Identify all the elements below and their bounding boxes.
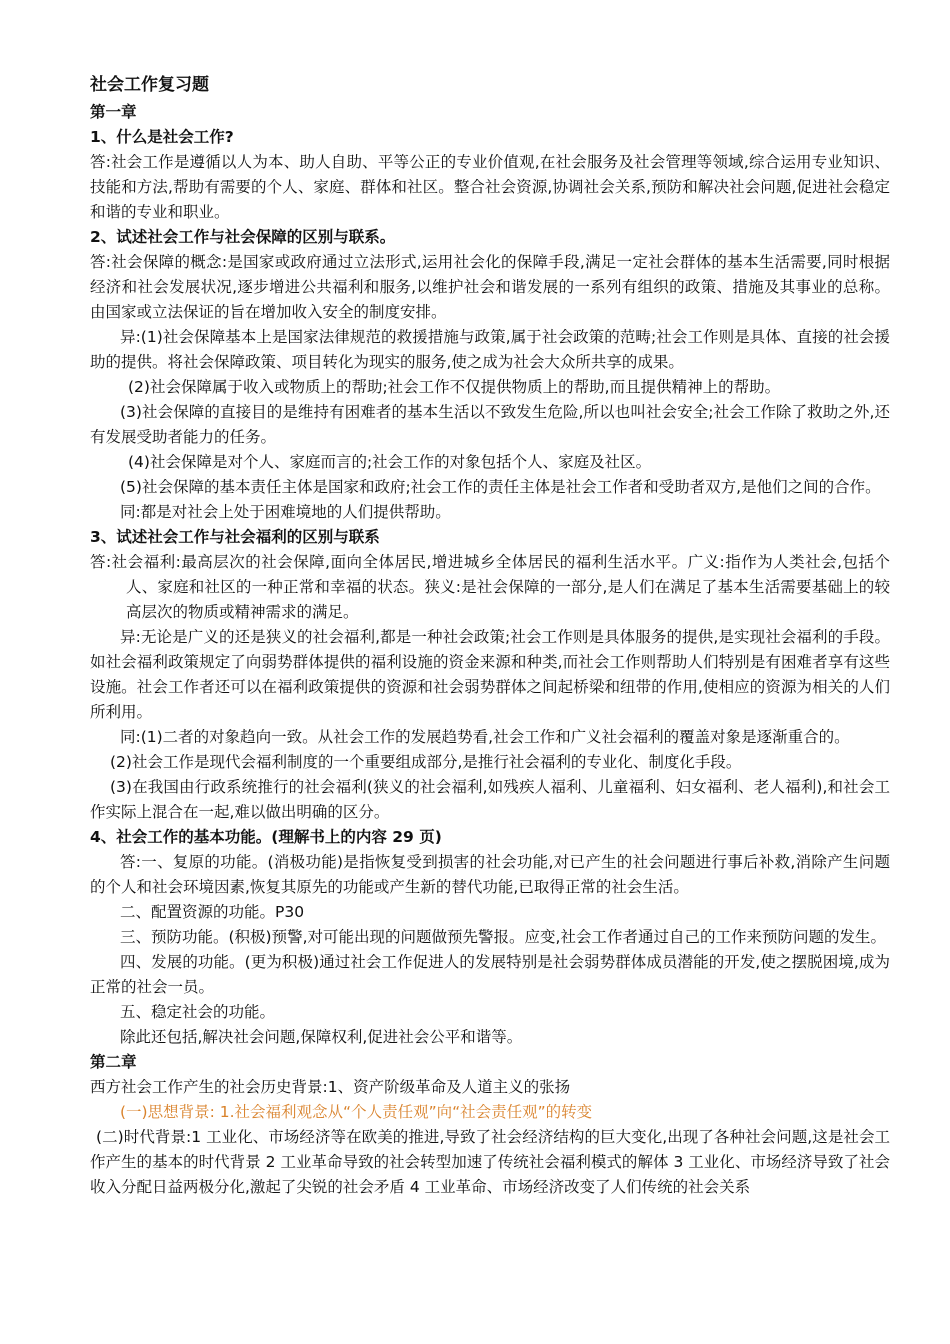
document-page — [90, 70, 890, 1200]
question-4: 4、社会工作的基本功能。(理解书上的内容 29 页) — [90, 828, 442, 846]
answer-4-function-1: 答:一、复原的功能。(消极功能)是指恢复受到损害的社会功能,对已产生的社会问题进行事后补救,消除产生问题的个人和社会环境因素,恢复其原先的功能或产生新的替代功能,已取得正常的社会生活。 — [90, 853, 890, 896]
answer-4-function-3: 三、预防功能。(积极)预警,对可能出现的问题做预先警报。应变,社会工作者通过自己的工作来预防问题的发生。 — [120, 928, 886, 946]
question-2: 2、试述社会工作与社会保障的区别与联系。 — [90, 228, 396, 246]
chapter-2-era-background: (二)时代背景:1 工业化、市场经济等在欧美的推进,导致了社会经济结构的巨大变化,出现了各种社会问题,这是社会工作产生的基本的时代背景 2 工业革命导致的社会转型加速了传统社会福利模式的解体 3 工业化、市场经济导致了社会收入分配日益两极分化,激起了尖锐的社会矛盾 4 工业革命、市场经济改变了人们传统的社会关系 — [90, 1128, 890, 1196]
chapter-1-heading: 第一章 — [90, 103, 137, 121]
answer-2-diff-4: (4)社会保障是对个人、家庭而言的;社会工作的对象包括个人、家庭及社区。 — [128, 453, 652, 471]
document-title: 社会工作复习题 — [90, 75, 209, 95]
question-3: 3、试述社会工作与社会福利的区别与联系 — [90, 528, 380, 546]
answer-1: 答:社会工作是遵循以人为本、助人自助、平等公正的专业价值观,在社会服务及社会管理等领域,综合运用专业知识、技能和方法,帮助有需要的个人、家庭、群体和社区。整合社会资源,协调社会关系,预防和解决社会问题,促进社会稳定和谐的专业和职业。 — [90, 153, 890, 221]
answer-3-same-1: 同:(1)二者的对象趋向一致。从社会工作的发展趋势看,社会工作和广义社会福利的覆盖对象是逐渐重合的。 — [120, 728, 850, 746]
question-1: 1、什么是社会工作? — [90, 128, 234, 146]
chapter-2-thought-background: (一)思想背景: 1.社会福利观念从“个人责任观”向“社会责任观”的转变 — [120, 1103, 593, 1121]
answer-3-diff: 异:无论是广义的还是狭义的社会福利,都是一种社会政策;社会工作则是具体服务的提供,是实现社会福利的手段。如社会福利政策规定了向弱势群体提供的福利设施的资金来源和种类,而社会工作则帮助人们特别是有困难者享有这些设施。社会工作者还可以在福利政策提供的资源和社会弱势群体之间起桥梁和纽带的作用,使相应的资源为相关的人们所利用。 — [90, 628, 890, 721]
answer-3-same-2: (2)社会工作是现代会福利制度的一个重要组成部分,是推行社会福利的专业化、制度化手段。 — [110, 753, 742, 771]
answer-4-extra: 除此还包括,解决社会问题,保障权利,促进社会公平和谐等。 — [120, 1028, 523, 1046]
answer-4-function-5: 五、稳定社会的功能。 — [120, 1003, 276, 1021]
chapter-2-heading: 第二章 — [90, 1053, 137, 1071]
answer-2-diff-2: (2)社会保障属于收入或物质上的帮助;社会工作不仅提供物质上的帮助,而且提供精神上的帮助。 — [128, 378, 781, 396]
answer-2-diff-3: (3)社会保障的直接目的是维持有困难者的基本生活以不致发生危险,所以也叫社会安全;社会工作除了救助之外,还有发展受助者能力的任务。 — [90, 403, 890, 446]
answer-4-function-2: 二、配置资源的功能。P30 — [120, 903, 305, 921]
answer-3-same-3: (3)在我国由行政系统推行的社会福利(狭义的社会福利,如残疾人福利、儿童福利、妇女福利、老人福利),和社会工作实际上混合在一起,难以做出明确的区分。 — [90, 778, 890, 821]
chapter-2-intro: 西方社会工作产生的社会历史背景:1、资产阶级革命及人道主义的张扬 — [90, 1078, 571, 1096]
answer-2-diff-5: (5)社会保障的基本责任主体是国家和政府;社会工作的责任主体是社会工作者和受助者双方,是他们之间的合作。 — [120, 478, 881, 496]
answer-3-welfare: 答:社会福利:最高层次的社会保障,面向全体居民,增进城乡全体居民的福利生活水平。广义:指作为人类社会,包括个人、家庭和社区的一种正常和幸福的状态。狭义:是社会保障的一部分,是人们在满足了基本生活需要基础上的较高层次的物质或精神需求的满足。 — [90, 553, 890, 621]
answer-2-diff-1: 异:(1)社会保障基本上是国家法律规范的救援措施与政策,属于社会政策的范畴;社会工作则是具体、直接的社会援助的提供。将社会保障政策、项目转化为现实的服务,使之成为社会大众所共享的成果。 — [90, 328, 890, 371]
answer-4-function-4: 四、发展的功能。(更为积极)通过社会工作促进人的发展特别是社会弱势群体成员潜能的开发,使之摆脱困境,成为正常的社会一员。 — [90, 953, 890, 996]
answer-2-concept: 答:社会保障的概念:是国家或政府通过立法形式,运用社会化的保障手段,满足一定社会群体的基本生活需要,同时根据经济和社会发展状况,逐步增进公共福利和服务,以维护社会和谐发展的一系列有组织的政策、措施及其事业的总称。由国家或立法保证的旨在增加收入安全的制度安排。 — [90, 253, 890, 321]
answer-2-same: 同:都是对社会上处于困难境地的人们提供帮助。 — [120, 503, 451, 521]
